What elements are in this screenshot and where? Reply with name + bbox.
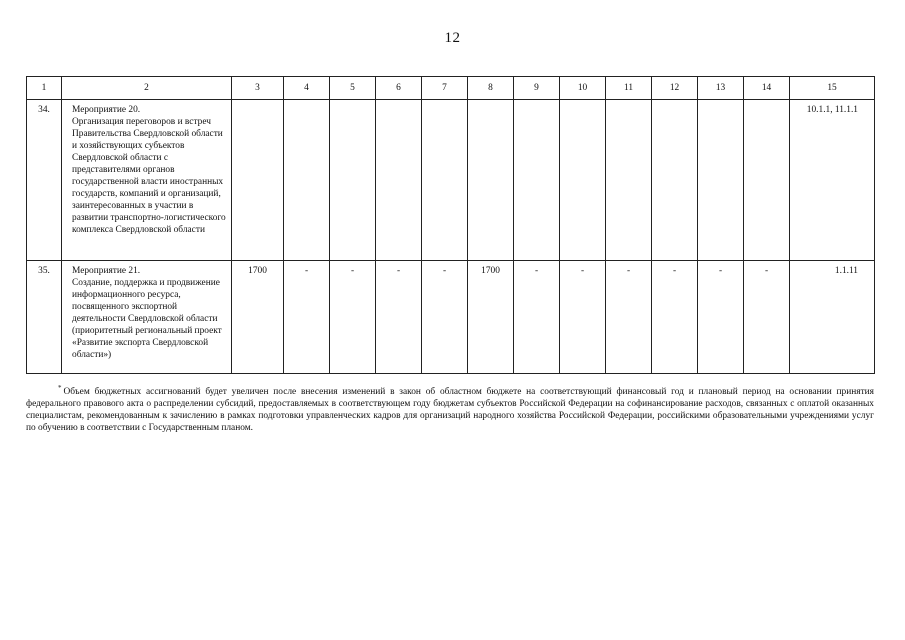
column-number: 10 <box>560 77 606 100</box>
row-number: 34. <box>27 100 62 261</box>
value-cell: - <box>698 261 744 374</box>
value-cell <box>468 100 514 261</box>
value-cell <box>376 100 422 261</box>
value-cell <box>606 100 652 261</box>
column-number: 3 <box>232 77 284 100</box>
column-number: 13 <box>698 77 744 100</box>
value-cell <box>652 100 698 261</box>
column-number: 14 <box>744 77 790 100</box>
measure-description <box>62 261 232 374</box>
column-number: 9 <box>514 77 560 100</box>
value-cell <box>514 100 560 261</box>
measure-title: Мероприятие 20. <box>72 105 141 115</box>
value-cell <box>744 100 790 261</box>
page-number: 12 <box>444 30 461 46</box>
value-cell <box>284 100 330 261</box>
value-cell: - <box>330 261 376 374</box>
column-number: 1 <box>27 77 62 100</box>
value-cell: - <box>606 261 652 374</box>
value-cell: 1700 <box>232 261 284 374</box>
column-number: 2 <box>62 77 232 100</box>
value-cell <box>232 100 284 261</box>
column-number: 6 <box>376 77 422 100</box>
measure-text: Организация переговоров и встреч Правительства Свердловской области и хозяйствующих субъектов Свердловской области с представителями органов государственной власти иностранных государств, компаний и организаций, заинтересованных в участии в развитии транспортно-логистического комплекса Свердловской области <box>72 117 226 235</box>
table-row <box>27 261 875 374</box>
value-cell: 1700 <box>468 261 514 374</box>
footnote <box>26 386 874 434</box>
column-number-row <box>27 77 875 100</box>
value-cell: - <box>284 261 330 374</box>
value-cell: - <box>560 261 606 374</box>
table-row <box>27 100 875 261</box>
row-number: 35. <box>27 261 62 374</box>
measures-table <box>26 76 875 374</box>
value-cell: - <box>652 261 698 374</box>
value-cell: - <box>422 261 468 374</box>
value-cell <box>560 100 606 261</box>
value-cell: - <box>514 261 560 374</box>
column-number: 7 <box>422 77 468 100</box>
value-cell <box>422 100 468 261</box>
column-number: 11 <box>606 77 652 100</box>
indicator-code: 10.1.1, 11.1.1 <box>790 100 875 261</box>
column-number: 5 <box>330 77 376 100</box>
measure-description <box>62 100 232 261</box>
value-cell <box>698 100 744 261</box>
column-number: 15 <box>790 77 875 100</box>
value-cell: - <box>376 261 422 374</box>
footnote-marker: * <box>58 384 62 392</box>
measure-text: Создание, поддержка и продвижение информационного ресурса, посвященного экспортной деятельности Свердловской области (приоритетный региональный проект «Развитие экспорта Свердловской области») <box>72 278 222 360</box>
column-number: 12 <box>652 77 698 100</box>
value-cell <box>330 100 376 261</box>
column-number: 8 <box>468 77 514 100</box>
indicator-code: 1.1.11 <box>790 261 875 374</box>
measure-title: Мероприятие 21. <box>72 266 141 276</box>
value-cell: - <box>744 261 790 374</box>
column-number: 4 <box>284 77 330 100</box>
footnote-text: Объем бюджетных ассигнований будет увеличен после внесения изменений в закон об областном бюджете на соответствующий финансовый год и плановый период на основании принятия федерального правового акта о распределении субсидий, предоставляемых в соответствующем году бюджетам субъектов Российской Федерации на софинансирование расходов, связанных с оплатой оказанных специалистам, рекомендованным к зачислению в рамках подготовки управленческих кадров для организаций народного хозяйства Российской Федерации, российскими образовательными учреждениями услуг по обучению в соответствии с Государственным планом. <box>26 387 874 433</box>
